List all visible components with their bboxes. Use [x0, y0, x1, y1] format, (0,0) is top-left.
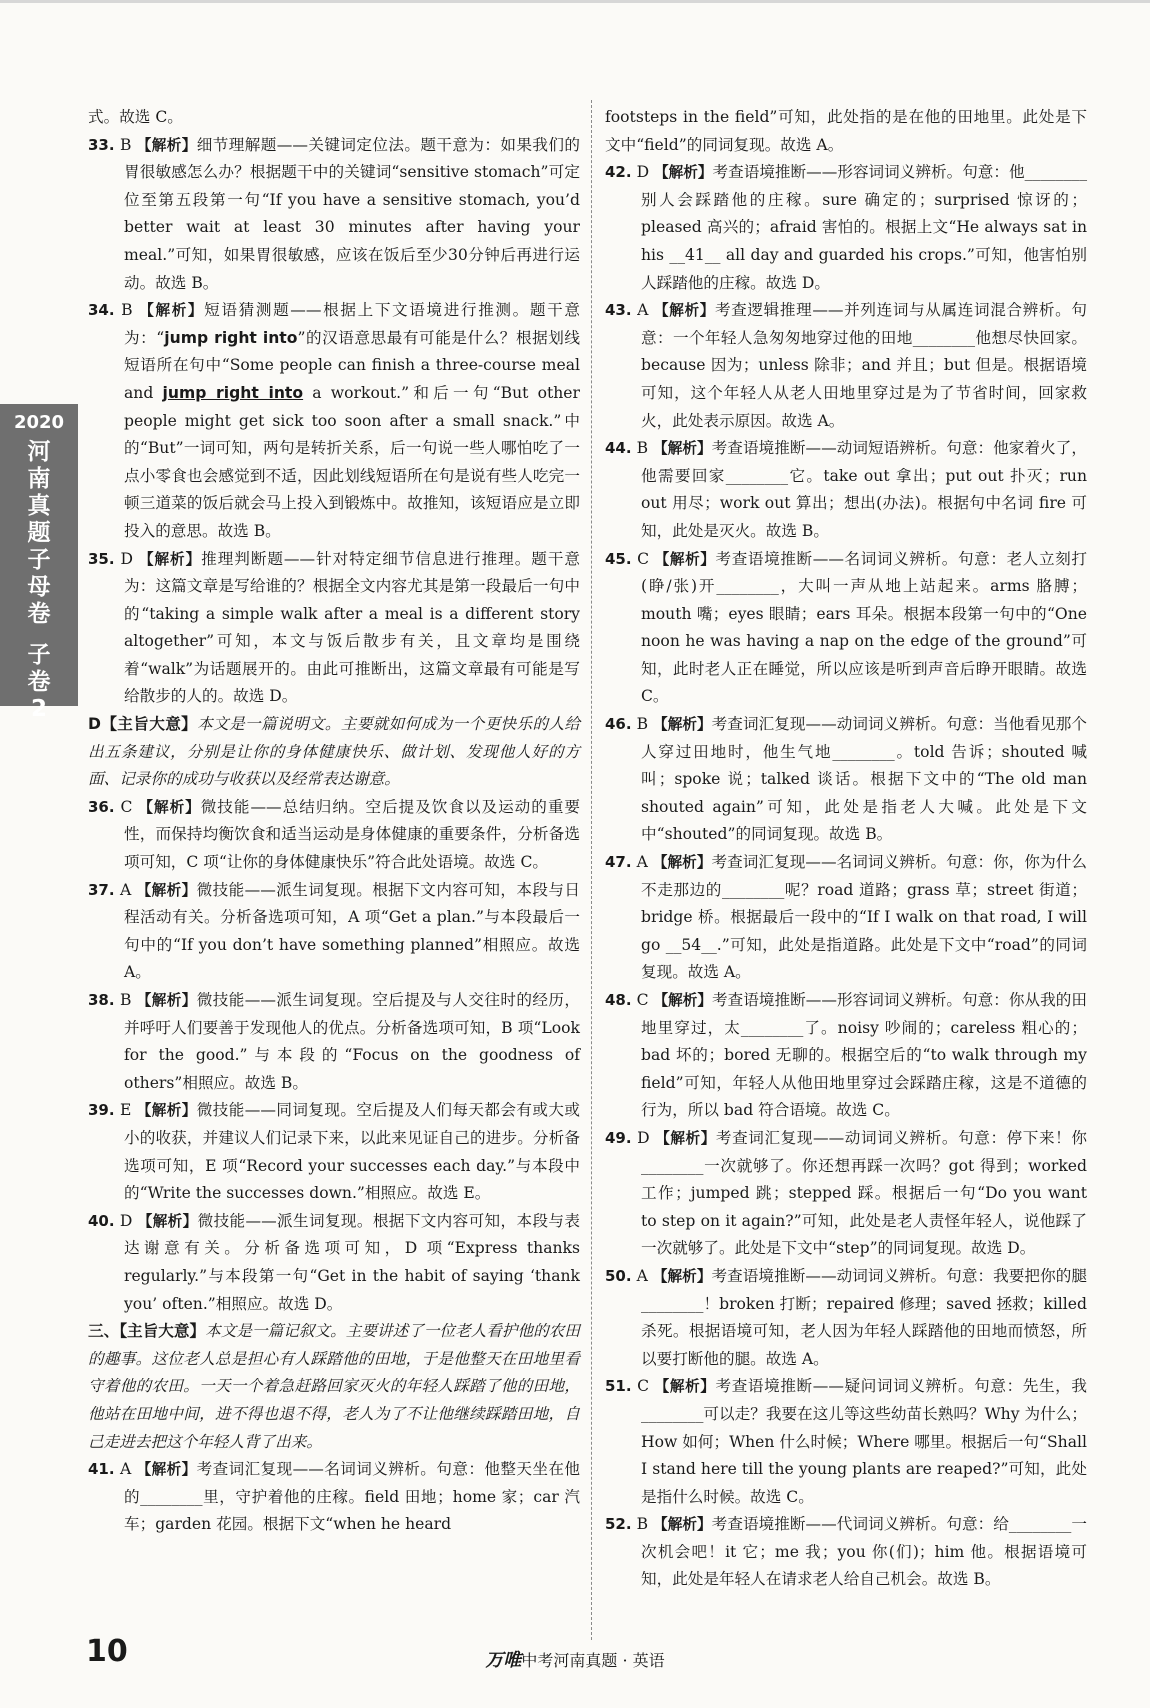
key-phrase-underlined: jump right into: [162, 383, 304, 402]
question-51: 51. C 【解析】考查语境推断——疑问词词义辨析。句意：先生，我________可以走？我要在这儿等这些幼苗长熟吗？Why 为什么；How 如何；When 什么时候；Where 哪里。根据后一句“Shall I stand here till the young plants are reaped?”可知，此处是指什么时候。故选 C。: [605, 1377, 1087, 1506]
main-idea-section-3: 三、【主旨大意】本文是一篇记叙文。主要讲述了一位老人看护他的农田的趣事。这位老人总是担心有人踩踏他的田地，于是他整天在田地里看守着他的农田。一天一个着急赶路回家灭火的年轻人踩踏了他的田地，他站在田地中间，进不得也退不得，老人为了不让他继续踩踏田地，自己走进去把这个年轻人背了出来。: [88, 1322, 580, 1451]
question-39: 39. E 【解析】微技能——同词复现。空后提及人们每天都会有或大或小的收获，并建议人们记录下来，以此来见证自己的进步。分析备选项可知，E 项“Record your successes each day.”与本段中的“Write the successes down.”相照应。故选 E。: [88, 1101, 580, 1203]
question-49: 49. D 【解析】考查词汇复现——动词词义辨析。句意：停下来！你________一次就够了。你还想再踩一次吗？got 得到；worked 工作；jumped 跳；stepped 踩。根据后一句“Do you want to step on it again?”可知，此处是老人责怪年轻人，说他踩了一次就够了。此处是下文中“step”的同词复现。故选 D。: [605, 1128, 1087, 1258]
question-38: 38. B 【解析】微技能——派生词复现。空后提及与人交往时的经历，并呼吁人们要善于发现他人的优点。分析备选项可知，B 项“Look for the good.”与本段的“Focus on the goodness of others”相照应。故选 B。: [88, 991, 580, 1092]
question-47: 47. A 【解析】考查词汇复现——名词词义辨析。句意：你，你为什么不走那边的________呢？road 道路；grass 草；street 街道；bridge 桥。根据最后一段中的“If I walk on that road, I will go __54__.”可知，此处是指道路。此处是下文中“road”的同词复现。故选 A。: [605, 853, 1087, 982]
paragraph-continuation: footsteps in the field”可知，此处指的是在他的田地里。此处是下文中“field”的同词复现。故选 A。: [605, 108, 1087, 154]
question-42: 42. D 【解析】考查语境推断——形容词词义辨析。句意：他________别人会踩踏他的庄稼。sure 确定的；surprised 惊讶的；pleased 高兴的；afraid 害怕的。根据上文“He always sat in his __41__ all day and guarded his crops.”可知，他害怕别人踩踏他的庄稼。故选 D。: [605, 163, 1087, 292]
footer-title: 中考河南真题 · 英语: [521, 1651, 665, 1670]
right-column: [605, 104, 1087, 1594]
question-35: 35. D 【解析】推理判断题——针对特定细节信息进行推理。题干意为：这篇文章是写给谁的？根据全文内容尤其是第一段最后一句中的“taking a simple walk after a meal is a different story altogether”可知，本文与饭后散步有关，且文章均是围绕着“walk”为话题展开的。由此可推断出，这篇文章最有可能是写给散步的人的。故选 D。: [88, 549, 580, 706]
side-tab-title: 河南真题子母卷: [27, 439, 51, 627]
question-50: 50. A 【解析】考查语境推断——动词词义辨析。句意：我要把你的腿________！broken 打断；repaired 修理；saved 拯救；killed 杀死。根据语境可知，老人因为年轻人踩踏他的田地而愤怒，所以要打断他的腿。故选 A。: [605, 1266, 1087, 1368]
question-46: 46. B 【解析】考查词汇复现——动词词义辨析。句意：当他看见那个人穿过田地时，他生气地________。told 告诉；shouted 喊叫；spoke 说；talked 谈话。根据下文中的“The old man shouted again”可知，此处是指老人大喊。此处是下文中“shouted”的同词复现。故选 B。: [605, 715, 1087, 844]
question-48: 48. C 【解析】考查语境推断——形容词词义辨析。句意：你从我的田地里穿过，太________了。noisy 吵闹的；careless 粗心的；bad 坏的；bored 无聊的。根据空后的“to walk through my field”可知，年轻人从他田地里穿过会踩踏庄稼，这是不道德的行为，所以 bad 符合语境。故选 C。: [605, 991, 1087, 1120]
paragraph-continuation: 式。故选 C。: [88, 108, 183, 126]
question-52: 52. B 【解析】考查语境推断——代词词义辨析。句意：给________一次机会吧！it 它；me 我；you 你(们)；him 他。根据语境可知，此处是年轻人在请求老人给自己机会。故选 B。: [605, 1515, 1087, 1589]
question-44: 44. B 【解析】考查语境推断——动词短语辨析。句意：他家着火了，他需要回家________它。take out 拿出；put out 扑灭；run out 用尽；work out 算出；想出(办法)。根据句中名词 fire 可知，此处是灭火。故选 B。: [605, 439, 1087, 540]
question-45: 45. C 【解析】考查语境推断——名词词义辨析。句意：老人立刻打(睁/张)开________，大叫一声从地上站起来。arms 胳膊；mouth 嘴；eyes 眼睛；ears 耳朵。根据本段第一句中的“One noon he was having a nap on the edge of the ground”可知，此时老人正在睡觉，所以应该是听到声音后睁开眼睛。故选 C。: [605, 549, 1087, 706]
question-37: 37. A 【解析】微技能——派生词复现。根据下文内容可知，本段与日程活动有关。分析备选项可知，A 项“Get a plan.”与本段最后一句中的“If you don’t have something planned”相照应。故选 A。: [88, 880, 580, 982]
left-column: [88, 104, 580, 1539]
footer-brand: 万唯: [485, 1650, 522, 1671]
side-tab: [0, 404, 78, 722]
side-tab-subtitle: 子卷2: [27, 642, 51, 722]
question-41: 41. A 【解析】考查词汇复现——名词词义辨析。句意：他整天坐在他的________里，守护着他的庄稼。field 田地；home 家；car 汽车；garden 花园。根据下文“when he heard: [88, 1460, 580, 1534]
page-number: 10: [86, 1634, 128, 1669]
question-43: 43. A 【解析】考查逻辑推理——并列连词与从属连词混合辨析。句意：一个年轻人急匆匆地穿过他的田地________他想尽快回家。because 因为；unless 除非；and 并且；but 但是。根据语境可知，这个年轻人从老人田地里穿过是为了节省时间，回家救火，此处表示原因。故选 A。: [605, 301, 1087, 430]
footer: [0, 1646, 1150, 1672]
top-edge-line: [0, 0, 1150, 3]
side-tab-year: 2020: [13, 412, 65, 433]
key-phrase: jump right into: [164, 328, 298, 347]
question-36: 36. C 【解析】微技能——总结归纳。空后提及饮食以及运动的重要性，而保持均衡饮食和适当运动是身体健康的重要条件，分析备选项可知，C 项“让你的身体健康快乐”符合此处语境。故选 C。: [88, 797, 580, 872]
column-divider: [591, 100, 592, 1640]
main-idea-d: D【主旨大意】本文是一篇说明文。主要就如何成为一个更快乐的人给出五条建议，分别是让你的身体健康快乐、做计划、发现他人好的方面、记录你的成功与收获以及经常表达谢意。: [88, 715, 581, 789]
question-40: 40. D 【解析】微技能——派生词复现。根据下文内容可知，本段与表达谢意有关。分析备选项可知，D 项“Express thanks regularly.”与本段第一句“Get in the habit of saying ‘thank you’ often.”相照应。故选 D。: [88, 1211, 580, 1313]
question-33: 33. B 【解析】细节理解题——关键词定位法。题干意为：如果我们的胃很敏感怎么办？根据题干中的关键词“sensitive stomach”可定位至第五段第一句“If you have a sensitive stomach, you’d better wait at least 30 minutes after having your meal.”可知，如果胃很敏感，应该在饭后至少30分钟后再进行运动。故选 B。: [88, 135, 580, 292]
question-34: 34. B 【解析】短语猜测题——根据上下文语境进行推测。题干意为：“jump right into”的汉语意思最有可能是什么？根据划线短语所在句中“Some people can finish a three-course meal and jump right into a workout.”和后一句“But other people might get sick too soon after a small snack.”中的“But”一词可知，两句是转折关系，后一句说一些人哪怕吃了一点小零食也会感觉到不适，因此划线短语所在句是说有些人吃完一顿三道菜的饭后就会马上投入到锻炼中。故推知，该短语应是立即投入的意思。故选 B。: [88, 301, 580, 540]
